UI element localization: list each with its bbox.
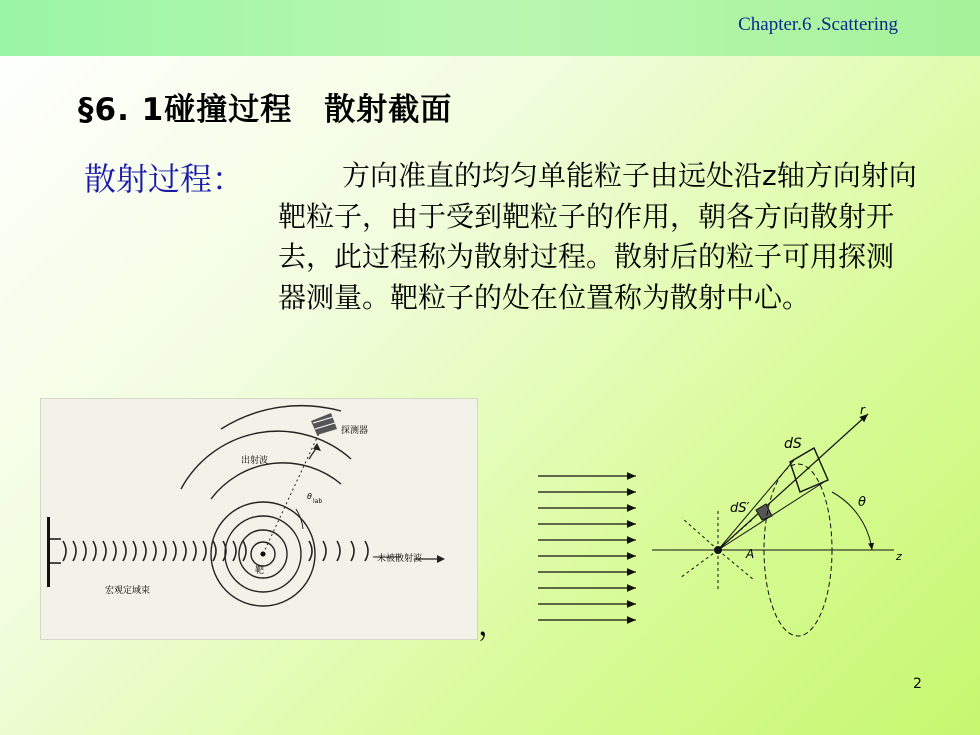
theta-lab-subscript: lab [313,498,323,505]
scattering-geometry-svg [532,400,912,640]
theta-lab-label: θ [307,492,312,501]
beam-label: 宏观定域束 [105,586,151,596]
theta-label: θ [858,495,866,510]
separator-comma: ， [478,608,508,643]
chapter-title: Chapter.6 .Scattering [738,14,898,35]
detector-label: 探测器 [341,426,369,436]
theta-arc [832,492,872,550]
dSprime-label: dS′ [730,501,750,516]
r-label: r [860,403,865,417]
incident-beam-arrows [538,476,636,620]
area-dSprime [756,504,772,520]
page-number: 2 [913,676,922,692]
scattering-illustration-svg [41,399,477,639]
unscattered-wave-label: 未被散射波 [377,554,423,564]
dS-label: dS [784,436,802,452]
detector-icon [311,413,337,435]
unscattered-wavefronts [309,541,368,561]
target-label: 靶 [255,566,265,576]
spherical-waves [181,406,351,606]
r-direction [718,414,868,550]
z-label: z [896,550,902,563]
incoming-wavefronts [63,541,246,561]
collimator [47,517,50,587]
header-bar [0,0,980,56]
scattering-geometry-diagram [532,400,912,640]
outgoing-wave-label: 出射波 [241,456,269,466]
section-label: 散射过程： [84,160,245,198]
slide-title: §6. 1碰撞过程 散射截面 [78,92,453,128]
A-label: A [746,547,755,561]
scattering-illustration [40,398,478,640]
area-dS [790,448,828,492]
body-paragraph: 方向准直的均匀单能粒子由远处沿z轴方向射向靶粒子，由于受到靶粒子的作用，朝各方向散射开去，此过程称为散射过程。散射后的粒子可用探测器测量。靶粒子的处在位置称为散射中心。 [278,159,917,314]
